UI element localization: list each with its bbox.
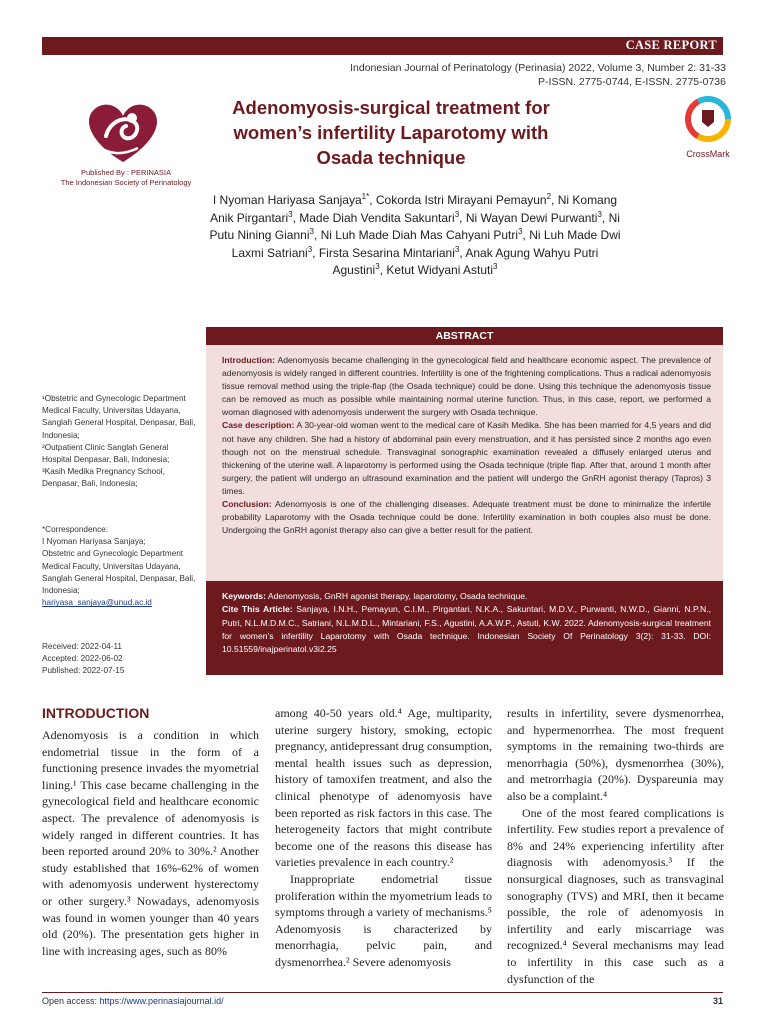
crossmark-label: CrossMark [686, 149, 730, 159]
author-name: Ni Komang Anik Pirgantari [210, 193, 618, 225]
footer-open-access [42, 996, 224, 1006]
author-separator: , [601, 210, 609, 225]
correspondence [42, 524, 202, 609]
crossmark-icon [685, 96, 731, 142]
author-name: Firsta Sesarina Mintariani [318, 245, 455, 260]
author-separator: , [522, 228, 530, 242]
abstract-introduction [222, 354, 711, 419]
author-separator: , [292, 210, 300, 225]
journal-url-link[interactable]: https://www.perinasiajournal.id/ [99, 996, 224, 1006]
citation [222, 603, 711, 656]
keywords-text: Adenomyosis, GnRH agonist therapy, laparotomy, Osada technique. [265, 591, 528, 601]
author-affiliation-marker: 2 [546, 192, 552, 201]
author-separator: , [459, 210, 466, 225]
body-column-2 [275, 705, 492, 971]
affiliation-2: ²Outpatient Clinic Sanglah General Hospital Denpasar, Bali, Indonesia; [42, 442, 170, 465]
conclusion-text: Adenomyosis is one of the challenging diseases. Adequate treatment must be done to minimalize the infertile probability Laparotomy with the Osada technique could be done. Infertility examination in both couples also must be done. Undergoing the GnRH agonist therapy also can give a better result for the patient. [222, 499, 711, 536]
author-name: I Nyoman Hariyasa Sanjaya [212, 193, 362, 207]
abstract-case [222, 419, 711, 498]
cite-text: Sanjaya, I.N.H., Pemayun, C.I.M., Pirgantari, N.K.A., Sakuntari, M.D.V., Purwanti, N.W.D., Gianni, N.P.N., Putri, N.L.M.D.M.C., Satriani, N.L.M.D.L., Mintariani, F.S., Agustini, A.A.W.P., Astuti, K.W. 2022. Adenomyosis-surgical treatment for women’s infertility Laparotomy with Osada technique. Indonesian Society Of Perinatology 3(2): 31-33. DOI: 10.51559/inajperinatol.v3i2.25 [222, 604, 712, 655]
author-separator: , [313, 228, 321, 242]
author-name: Ketut Widyani Astuti [386, 263, 494, 277]
open-access-label: Open access: [42, 996, 100, 1006]
affiliation-1: ¹Obstetric and Gynecologic Department Medical Faculty, Universitas Udayana, Sanglah General Hospital, Denpasar, Bali, Indonesia; [42, 394, 196, 440]
page-number: 31 [712, 996, 723, 1006]
author-affiliation-marker: 3 [493, 262, 498, 271]
col3-paragraph-2: One of the most feared complications is infertility. Few studies report a prevalence of 8% and 24% experiencing infertility after diagnosis with adenomyosis.³ If the nonsurgical diagnoses, such as transvaginal sonography (TVS) and MRI, then it became possible, the role of adenomyosis in infertility and early miscarriage was recognized.⁴ Several mechanisms may lead to infertility in this case such as a dysfunction of the [507, 805, 724, 986]
footer-divider [42, 992, 723, 993]
body-column-1 [42, 727, 259, 959]
author-name: Cokorda Istri Mirayani Pemayun [375, 193, 547, 207]
affiliation-3: ³Kasih Medika Pregnancy School, Denpasar, Bali, Indonesia; [42, 467, 165, 489]
author-affiliation-marker: 3 [288, 209, 293, 219]
author-name: Ni Luh Made Dwi Laxmi Satriani [231, 228, 621, 260]
keywords [222, 590, 711, 603]
author-affiliation-marker: 3 [375, 262, 380, 271]
author-name: Ni Luh Made Diah Mas Cahyani Putri [320, 228, 519, 242]
correspondence-label: *Correspondence: [42, 525, 108, 534]
crossmark-button[interactable] [678, 96, 738, 159]
author-name: Ni Wayan Dewi Purwanti [465, 210, 598, 225]
cite-label: Cite This Article: [222, 604, 293, 615]
body-column-3 [507, 705, 724, 987]
author-affiliation-marker: 3 [518, 227, 523, 236]
keywords-label: Keywords: [222, 591, 266, 601]
journal-citation: Indonesian Journal of Perinatology (Perinasia) 2022, Volume 3, Number 2: 31-33 [350, 62, 726, 74]
case-report-bar [42, 37, 723, 55]
received-date: Received: 2022-04-11 [42, 642, 122, 651]
author-separator: , [379, 263, 387, 277]
publisher-info [46, 168, 206, 188]
author-separator: , [369, 193, 376, 207]
author-separator: , [551, 193, 558, 207]
conclusion-label: Conclusion: [222, 499, 272, 510]
publisher-society: The Indonesian Society of Perinatology [60, 178, 192, 187]
author-affiliation-marker: 3 [454, 209, 460, 219]
correspondence-email-link[interactable]: hariyasa_sanjaya@unud.ac.id [42, 598, 152, 608]
case-report-label: CASE REPORT [625, 38, 717, 52]
author-name: Anak Agung Wahyu Putri Agustini [332, 245, 599, 277]
author-affiliation-marker: 1* [361, 192, 370, 201]
correspondence-address: Obstetric and Gynecologic Department Medical Faculty, Universitas Udayana, Sanglah General Hospital, Denpasar, Bali, Indonesia; [42, 549, 196, 596]
author-affiliation-marker: 3 [597, 209, 602, 219]
case-label: Case description: [222, 420, 295, 431]
article-title: Adenomyosis-surgical treatment for women’s infertility Laparotomy with Osada technique [232, 97, 550, 168]
intro-label: Introduction: [222, 355, 275, 365]
case-text: A 30-year-old woman went to the medical care of Kasih Medika. She has been married for 4,5 years and did not have any children. She had a history of abdominal pain every menstruation, and it has persisted since 2 months ago even though not on the menstrual schedule. Transvaginal sonographic examination revealed a diffusely enlarged uterus and thickening of the uterine wall. A laparotomy is performed using the Osada technique (triple flap. After that, around 1 month after surgery, the patient will undergo an ultrasound examination and the patient will undergo the GnRH agonist therapy (Tapros) 3 times. [222, 420, 711, 496]
abstract-body [206, 345, 723, 581]
col2-paragraph-1: among 40-50 years old.⁴ Age, multiparity, uterine surgery history, smoking, ectopic pregnancy, antidepressant drug consumption, mental health issues such as depression, history of tamoxifen treatment, and also the clinical phenotype of adenomyosis have been reported as risk factors in this case. The heterogeneity factors that might contribute become one of the reasons this disease has varieties prevalence in each country.² [275, 706, 492, 870]
author-list [206, 192, 624, 280]
col1-paragraph: Adenomyosis is a condition in which endometrial tissue in the form of a functioning presence invades the myometrial lining.¹ This case became challenging in the gynecological field and healthcare economic aspect. The prevalence of adenomyosis is widely ranged in different countries. It has been reported around 20% to 30%.² Another study established that 16%-62% of women with adenomyosis underwent hysterectomy or other surgery.³ Nowadays, adenomyosis was found in women younger than 40 years old (20%). The presentation gets higher in line with increasing ages, such as 80% [42, 728, 259, 958]
article-dates [42, 641, 202, 678]
journal-info [350, 61, 726, 89]
author-affiliation-marker: 3 [309, 227, 314, 236]
intro-text: Adenomyosis became challenging in the gynecological field and healthcare economic aspect. The prevalence of adenomyosis is widely ranged in different countries. Infertility is one of the frightening complications. Thus a radical adenomyosis tissue removal method using the triple-flap (the Osada technique) could be done. Using this technique the adenomyosis tissue can be removed as much as possible while maintaining normal uterine function. Thus, in this case, report, we performed a woman diagnosed with adenomyosis underwent the surgery with Osada technique. [222, 355, 711, 418]
author-name: Made Diah Vendita Sakuntari [299, 210, 455, 225]
correspondence-name: I Nyoman Hariyasa Sanjaya; [42, 537, 146, 547]
keywords-box [206, 581, 723, 675]
affiliations [42, 393, 200, 491]
journal-issn: P-ISSN. 2775-0744, E-ISSN. 2775-0736 [538, 76, 726, 88]
perinasia-logo [78, 96, 168, 166]
introduction-heading: INTRODUCTION [42, 705, 150, 721]
col3-paragraph-1: results in infertility, severe dysmenorrhea, and hypermenorrhea. The most frequent symptoms in the remaining two-thirds are menorrhagia (50%), dysmenorrhea (30%), and metrorrhagia (20%). Dyspareunia may also be a complaint.⁴ [507, 706, 724, 803]
author-separator: , [312, 245, 319, 260]
publisher-name: Published By : PERINASIA [80, 168, 172, 177]
author-name: Ni Putu Nining Gianni [209, 210, 620, 242]
author-separator: , [459, 245, 466, 260]
abstract-heading: ABSTRACT [206, 327, 723, 345]
author-affiliation-marker: 3 [307, 244, 313, 254]
accepted-date: Accepted: 2022-06-02 [42, 654, 123, 664]
abstract-conclusion [222, 498, 711, 537]
published-date: Published: 2022-07-15 [42, 666, 125, 676]
col2-paragraph-2: Inappropriate endometrial tissue proliferation within the myometrium leads to symptoms through a variety of mechanisms.⁵ Adenomyosis is characterized by menorrhagia, pelvic pain, and dysmenorrhea.² Severe adenomyosis [275, 871, 492, 969]
author-affiliation-marker: 3 [454, 244, 460, 254]
